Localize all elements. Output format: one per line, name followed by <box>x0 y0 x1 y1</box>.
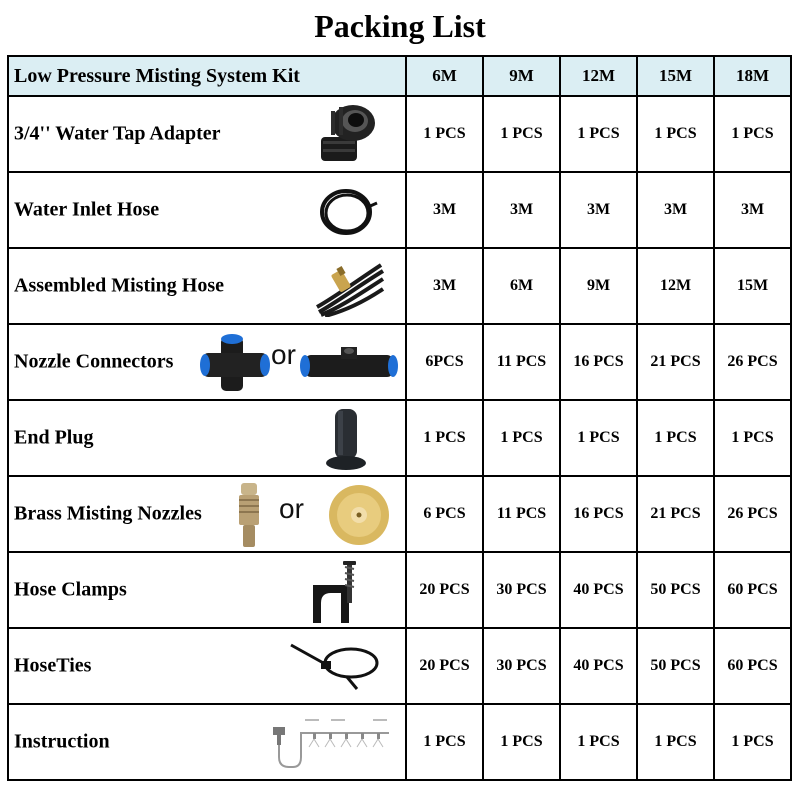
misting-hose-icon <box>315 257 385 317</box>
item-name: Instruction <box>14 730 110 753</box>
qty-cell: 30 PCS <box>483 552 560 628</box>
item-cell <box>8 476 406 552</box>
qty-cell: 1 PCS <box>560 400 637 476</box>
table-row <box>8 324 791 400</box>
brass-nozzle-face-icon <box>327 483 391 547</box>
item-name: Water Inlet Hose <box>14 198 160 221</box>
size-header: 9M <box>483 56 560 96</box>
qty-cell: 40 PCS <box>560 552 637 628</box>
qty-cell: 1 PCS <box>714 400 791 476</box>
table-row <box>8 248 791 324</box>
qty-cell: 15M <box>714 248 791 324</box>
qty-cell: 21 PCS <box>637 324 714 400</box>
qty-cell: 20 PCS <box>406 628 483 704</box>
qty-cell: 60 PCS <box>714 628 791 704</box>
item-name: Assembled Misting Hose <box>14 274 224 297</box>
size-header: 18M <box>714 56 791 96</box>
cable-tie-icon <box>287 639 383 695</box>
qty-cell: 1 PCS <box>483 96 560 172</box>
qty-cell: 3M <box>483 172 560 248</box>
qty-cell: 1 PCS <box>714 704 791 780</box>
qty-cell: 1 PCS <box>406 96 483 172</box>
qty-cell: 40 PCS <box>560 628 637 704</box>
qty-cell: 1 PCS <box>637 704 714 780</box>
qty-cell: 1 PCS <box>560 96 637 172</box>
or-label: or <box>279 493 304 524</box>
qty-cell: 21 PCS <box>637 476 714 552</box>
qty-cell: 50 PCS <box>637 628 714 704</box>
qty-cell: 1 PCS <box>483 704 560 780</box>
table-row <box>8 704 791 780</box>
header-row <box>8 56 791 96</box>
table-row <box>8 476 791 552</box>
qty-cell: 26 PCS <box>714 324 791 400</box>
qty-cell: 1 PCS <box>714 96 791 172</box>
item-name: End Plug <box>14 426 94 449</box>
qty-cell: 11 PCS <box>483 476 560 552</box>
qty-cell: 3M <box>406 172 483 248</box>
qty-cell: 30 PCS <box>483 628 560 704</box>
qty-cell: 26 PCS <box>714 476 791 552</box>
item-name: 3/4'' Water Tap Adapter <box>14 122 221 145</box>
item-cell <box>8 704 406 780</box>
table-row <box>8 172 791 248</box>
installation-diagram-icon <box>265 713 397 775</box>
table-row <box>8 628 791 704</box>
qty-cell: 1 PCS <box>637 400 714 476</box>
straight-connector-icon <box>299 343 399 383</box>
item-cell <box>8 552 406 628</box>
size-header: 15M <box>637 56 714 96</box>
qty-cell: 3M <box>560 172 637 248</box>
page-title: Packing List <box>314 8 486 44</box>
qty-cell: 6 PCS <box>406 476 483 552</box>
size-header: 6M <box>406 56 483 96</box>
coiled-hose-icon <box>313 185 379 239</box>
qty-cell: 6PCS <box>406 324 483 400</box>
item-cell <box>8 400 406 476</box>
qty-cell: 16 PCS <box>560 324 637 400</box>
hose-clamp-icon <box>309 559 373 625</box>
qty-cell: 3M <box>714 172 791 248</box>
end-plug-icon <box>321 407 371 473</box>
item-cell <box>8 628 406 704</box>
qty-cell: 20 PCS <box>406 552 483 628</box>
qty-cell: 1 PCS <box>637 96 714 172</box>
brass-nozzle-icon <box>235 481 263 549</box>
item-name: Brass Misting Nozzles <box>14 502 202 525</box>
qty-cell: 16 PCS <box>560 476 637 552</box>
qty-cell: 3M <box>637 172 714 248</box>
table-row <box>8 400 791 476</box>
kit-label: Low Pressure Misting System Kit <box>8 56 406 96</box>
qty-cell: 3M <box>406 248 483 324</box>
item-name: Hose Clamps <box>14 578 127 601</box>
table-row <box>8 552 791 628</box>
qty-cell: 12M <box>637 248 714 324</box>
qty-cell: 6M <box>483 248 560 324</box>
qty-cell: 50 PCS <box>637 552 714 628</box>
table-row <box>8 96 791 172</box>
packing-table <box>7 55 792 781</box>
item-name: HoseTies <box>14 654 92 677</box>
qty-cell: 1 PCS <box>560 704 637 780</box>
or-label: or <box>271 339 296 370</box>
tee-connector-icon <box>199 333 271 395</box>
item-name: Nozzle Connectors <box>14 350 174 373</box>
qty-cell: 60 PCS <box>714 552 791 628</box>
qty-cell: 9M <box>560 248 637 324</box>
item-cell <box>8 172 406 248</box>
tap-adapter-icon <box>309 103 381 165</box>
item-cell <box>8 324 406 400</box>
item-cell <box>8 96 406 172</box>
qty-cell: 1 PCS <box>483 400 560 476</box>
qty-cell: 11 PCS <box>483 324 560 400</box>
size-header: 12M <box>560 56 637 96</box>
qty-cell: 1 PCS <box>406 400 483 476</box>
item-cell <box>8 248 406 324</box>
qty-cell: 1 PCS <box>406 704 483 780</box>
